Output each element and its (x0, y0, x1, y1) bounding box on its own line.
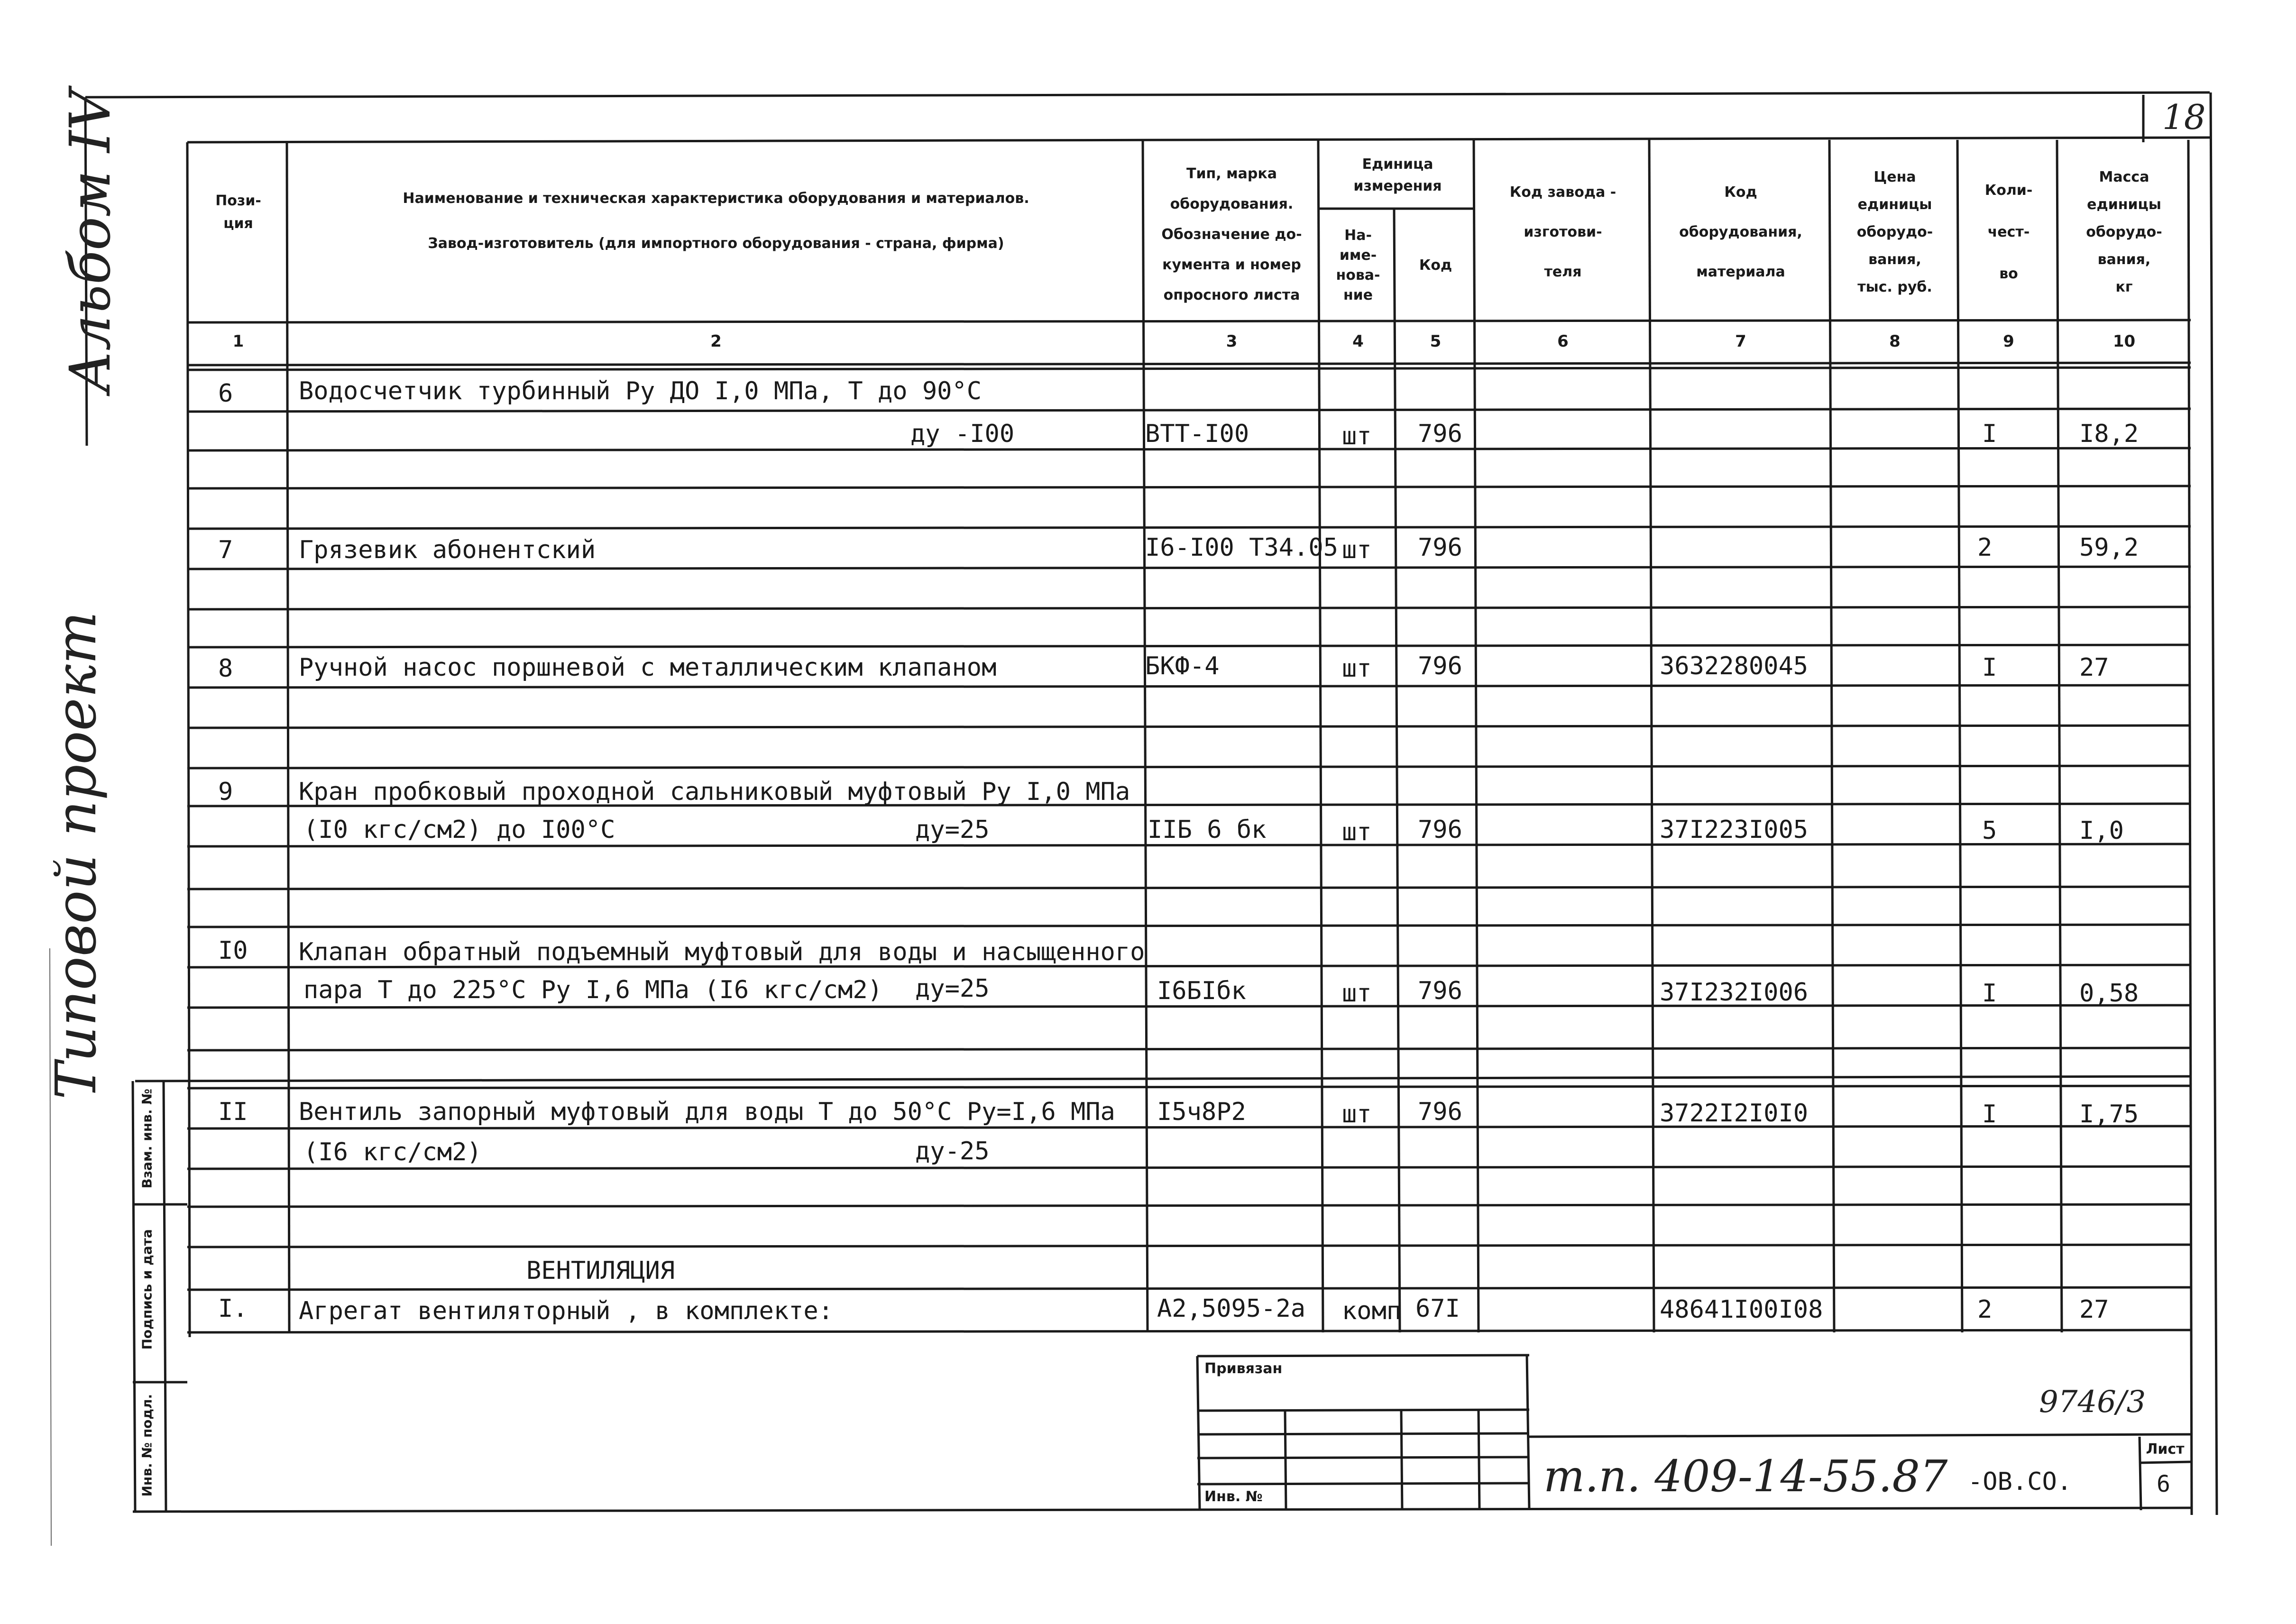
row-10-unit-code: 796 (1418, 977, 1462, 1005)
row-8-equipment-code: 3632280045 (1660, 652, 1809, 680)
col-num-7: 7 (1735, 332, 1746, 351)
row-11-name-size: ду-25 (915, 1137, 990, 1165)
row-6-type: ВТТ-I00 (1145, 420, 1249, 448)
vzam-inv-label: Взам. инв. № (139, 1088, 155, 1189)
album-label: Альбом IV (57, 90, 123, 393)
row-8-unit: шт (1342, 654, 1372, 683)
header-price: Цена единицы оборудо- вания, тыс. руб. (1856, 169, 1933, 295)
row-10-mass: 0,58 (2079, 979, 2139, 1008)
row-8-unit-code: 796 (1418, 652, 1462, 680)
col-num-1: 1 (232, 332, 244, 351)
row-11-unit-code: 796 (1418, 1098, 1462, 1126)
col-num-9: 9 (2003, 332, 2014, 351)
row-9-mass: I,0 (2079, 817, 2124, 845)
header-unit-code: Код (1419, 257, 1452, 274)
row-9-name-line2: (I0 кгс/см2) до I00°С (303, 816, 615, 844)
row-vent-equipment-code: 48641I00I08 (1660, 1295, 1823, 1324)
row-10-equipment-code: 37I232I006 (1660, 978, 1809, 1007)
row-11-quantity: I (1982, 1100, 1997, 1129)
row-vent-mass: 27 (2079, 1295, 2109, 1324)
row-6-quantity: I (1982, 420, 1997, 448)
row-6-unit: шт (1342, 422, 1372, 450)
project-label: Типовой проект (43, 611, 109, 1100)
row-7-type: I6-I00 Т34.05 (1145, 533, 1338, 562)
row-11-position: II (218, 1098, 248, 1126)
row-8-quantity: I (1982, 653, 1997, 682)
row-11-equipment-code: 3722I2I0I0 (1660, 1099, 1809, 1128)
header-unit: Единица измерения (1353, 156, 1442, 194)
row-9-position: 9 (218, 778, 233, 806)
row-9-quantity: 5 (1982, 817, 1997, 845)
row-vent-position: I. (218, 1294, 248, 1323)
col-num-3: 3 (1226, 332, 1238, 351)
row-11-name-line2: (I6 кгс/см2) (303, 1138, 482, 1166)
col-num-2: 2 (710, 332, 722, 351)
sheet-label: Лист (2146, 1441, 2185, 1458)
row-7-unit-code: 796 (1418, 533, 1462, 562)
row-6-name-size: ду -I00 (910, 420, 1015, 448)
row-vent-quantity: 2 (1977, 1295, 1993, 1324)
header-plant-code: Код завода - изготови- теля (1509, 184, 1616, 280)
header-quantity: Коли- чест- во (1984, 182, 2033, 282)
archive-number: 9746/3 (2039, 1385, 2146, 1420)
row-7-unit: шт (1342, 536, 1372, 564)
document-code: т.п. 409-14-55.87 (1543, 1451, 1948, 1502)
row-10-name-line2: пара Т до 225°С Ру I,6 МПа (I6 кгс/см2) (303, 976, 882, 1004)
header-equipment-code: Код оборудования, материала (1679, 184, 1802, 280)
header-type: Тип, марка оборудования. Обозначение до- кумента и номер опросного листа (1161, 165, 1302, 303)
row-vent-type: А2,5095-2а (1157, 1294, 1306, 1323)
sheet-number: 6 (2157, 1471, 2170, 1497)
row-vent-name: Агрегат вентиляторный , в комплекте: (299, 1297, 834, 1325)
row-9-type: IIБ 6 бк (1148, 816, 1267, 844)
row-11-unit: шт (1342, 1100, 1372, 1129)
header-mass: Масса единицы оборудо- вания, кг (2086, 169, 2162, 295)
row-6-mass: I8,2 (2079, 420, 2139, 448)
row-7-quantity: 2 (1977, 533, 1993, 562)
section-title: ВЕНТИЛЯЦИЯ (526, 1257, 675, 1285)
row-6-unit-code: 796 (1418, 420, 1462, 448)
row-11-type: I5ч8Р2 (1157, 1098, 1246, 1126)
row-vent-unit: комп (1342, 1297, 1402, 1325)
row-9-unit-code: 796 (1418, 816, 1462, 844)
podpis-data-label: Подпись и дата (139, 1229, 155, 1350)
col-num-10: 10 (2112, 332, 2136, 351)
row-11-name: Вентиль запорный муфтовый для воды Т до 50°С Ру=I,6 МПа (299, 1098, 1115, 1126)
col-num-8: 8 (1889, 332, 1901, 351)
row-8-position: 8 (218, 654, 233, 683)
row-7-name: Грязевик абонентский (299, 536, 596, 564)
inv-podl-label: Инв. № подл. (139, 1394, 155, 1497)
col-num-5: 5 (1430, 332, 1442, 351)
header-unit-name: На- име- нова- ние (1336, 227, 1380, 303)
row-10-type: I6БIбк (1157, 977, 1246, 1005)
row-10-unit: шт (1342, 979, 1372, 1008)
row-8-name: Ручной насос поршневой с металлическим клапаном (299, 653, 997, 682)
row-10-position: I0 (218, 936, 248, 965)
row-6-position: 6 (218, 379, 233, 408)
row-7-position: 7 (218, 536, 233, 564)
col-num-4: 4 (1352, 332, 1364, 351)
row-7-mass: 59,2 (2079, 533, 2139, 562)
row-vent-unit-code: 67I (1415, 1294, 1460, 1323)
row-8-type: БКФ-4 (1145, 652, 1220, 680)
col-num-6: 6 (1557, 332, 1569, 351)
header-name-line1: Наименование и техническая характеристика оборудования и материалов. (403, 190, 1029, 207)
document-suffix: -ОВ.СО. (1968, 1468, 2072, 1496)
row-11-mass: I,75 (2079, 1100, 2139, 1129)
header-name-line2: Завод-изготовитель (для импортного оборудования - страна, фирма) (428, 235, 1004, 252)
row-10-name-size: ду=25 (915, 974, 990, 1003)
row-10-quantity: I (1982, 979, 1997, 1008)
row-9-name: Кран пробковый проходной сальниковый муфтовый Ру I,0 МПа (299, 778, 1130, 806)
row-6-name: Водосчетчик турбинный Ру ДО I,0 МПа, Т до 90°С (299, 377, 982, 405)
page-number-top: 18 (2162, 97, 2206, 137)
row-9-unit: шт (1342, 818, 1372, 846)
row-9-name-size: ду=25 (915, 816, 990, 844)
row-10-name: Клапан обратный подъемный муфтовый для воды и насыщенного (299, 938, 1145, 966)
row-9-equipment-code: 37I223I005 (1660, 816, 1809, 844)
row-8-mass: 27 (2079, 653, 2109, 682)
stamp-privyazan: Привязан (1204, 1360, 1283, 1377)
header-position: Пози- ция (215, 193, 261, 232)
stamp-inv-no: Инв. № (1204, 1488, 1263, 1505)
